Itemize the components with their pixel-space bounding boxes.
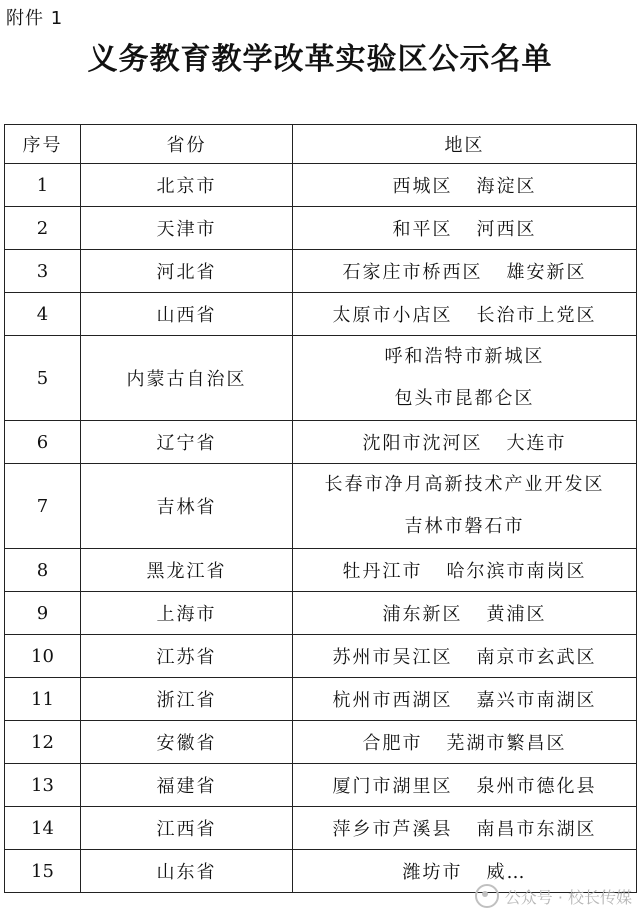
watermark-text: 公众号 · 校长传媒 [504,887,632,907]
table-row [5,678,637,721]
district-name: 苏州市吴江区 [332,647,453,668]
table-row [5,592,637,635]
cell-no: 8 [5,549,81,592]
cell-province: 内蒙古自治区 [81,336,293,421]
district-name: 芜湖市繁昌区 [446,733,567,754]
district-name: 吉林市磐石市 [404,516,525,537]
cell-province: 上海市 [81,592,293,635]
district-name: 厦门市湖里区 [332,776,453,797]
experiment-zone-table [4,124,637,893]
cell-districts [293,464,637,549]
table-row [5,207,637,250]
header-province: 省份 [81,125,293,164]
cell-no: 3 [5,250,81,293]
district-name: 和平区 [392,219,453,240]
cell-districts [293,207,637,250]
district-name: 河西区 [476,219,537,240]
document-title: 义务教育教学改革实验区公示名单 [87,42,553,77]
district-name: 大连市 [506,433,567,454]
district-name: 嘉兴市南湖区 [476,690,597,711]
district-name: 哈尔滨市南岗区 [446,561,587,582]
table-header-row [5,125,637,164]
district-name: 杭州市西湖区 [332,690,453,711]
table-row [5,464,637,549]
table-row [5,293,637,336]
cell-districts [293,336,637,421]
cell-province: 浙江省 [81,678,293,721]
district-name: 潍坊市 [402,862,463,883]
district-name: 泉州市德化县 [476,776,597,797]
cell-no: 5 [5,336,81,421]
district-name: 浦东新区 [382,604,463,625]
cell-province: 江西省 [81,807,293,850]
cell-districts [293,678,637,721]
cell-province: 山西省 [81,293,293,336]
table-row [5,421,637,464]
table-row [5,250,637,293]
cell-no: 10 [5,635,81,678]
cell-province: 天津市 [81,207,293,250]
cell-no: 2 [5,207,81,250]
cell-province: 河北省 [81,250,293,293]
cell-districts [293,592,637,635]
cell-no: 6 [5,421,81,464]
cell-no: 14 [5,807,81,850]
cell-districts [293,635,637,678]
district-name: 威… [486,862,527,883]
table-row [5,721,637,764]
district-name: 石家庄市桥西区 [342,262,483,283]
cell-no: 9 [5,592,81,635]
cell-districts [293,250,637,293]
district-name: 长春市净月高新技术产业开发区 [324,474,605,495]
cell-province: 北京市 [81,164,293,207]
attachment-label: 附件 1 [6,8,64,29]
experiment-zone-table-wrapper [4,124,636,893]
district-name: 合肥市 [362,733,423,754]
header-no: 序号 [5,125,81,164]
cell-districts [293,549,637,592]
district-name: 牡丹江市 [342,561,423,582]
cell-no: 11 [5,678,81,721]
cell-province: 吉林省 [81,464,293,549]
district-name: 呼和浩特市新城区 [384,346,545,367]
cell-districts [293,421,637,464]
cell-province: 福建省 [81,764,293,807]
district-name: 海淀区 [476,176,537,197]
district-name: 西城区 [392,176,453,197]
table-row [5,549,637,592]
cell-no: 4 [5,293,81,336]
cell-no: 1 [5,164,81,207]
watermark [475,884,632,908]
wechat-icon [475,884,499,908]
table-row [5,764,637,807]
cell-province: 江苏省 [81,635,293,678]
header-district: 地区 [293,125,637,164]
table-row [5,635,637,678]
cell-districts [293,293,637,336]
district-name: 太原市小店区 [332,305,453,326]
district-name: 南昌市东湖区 [476,819,597,840]
cell-no: 12 [5,721,81,764]
cell-no: 13 [5,764,81,807]
table-row [5,336,637,421]
cell-province: 安徽省 [81,721,293,764]
district-name: 沈阳市沈河区 [362,433,483,454]
district-name: 黄浦区 [486,604,547,625]
table-row [5,807,637,850]
district-name: 长治市上党区 [476,305,597,326]
cell-districts [293,764,637,807]
cell-districts [293,164,637,207]
district-name: 包头市昆都仑区 [394,388,535,409]
district-name: 萍乡市芦溪县 [332,819,453,840]
cell-no: 7 [5,464,81,549]
district-name: 雄安新区 [506,262,587,283]
table-body [5,164,637,893]
cell-province: 辽宁省 [81,421,293,464]
table-row [5,164,637,207]
cell-no: 15 [5,850,81,893]
district-name: 南京市玄武区 [476,647,597,668]
cell-province: 黑龙江省 [81,549,293,592]
cell-districts [293,807,637,850]
cell-districts [293,721,637,764]
cell-province: 山东省 [81,850,293,893]
